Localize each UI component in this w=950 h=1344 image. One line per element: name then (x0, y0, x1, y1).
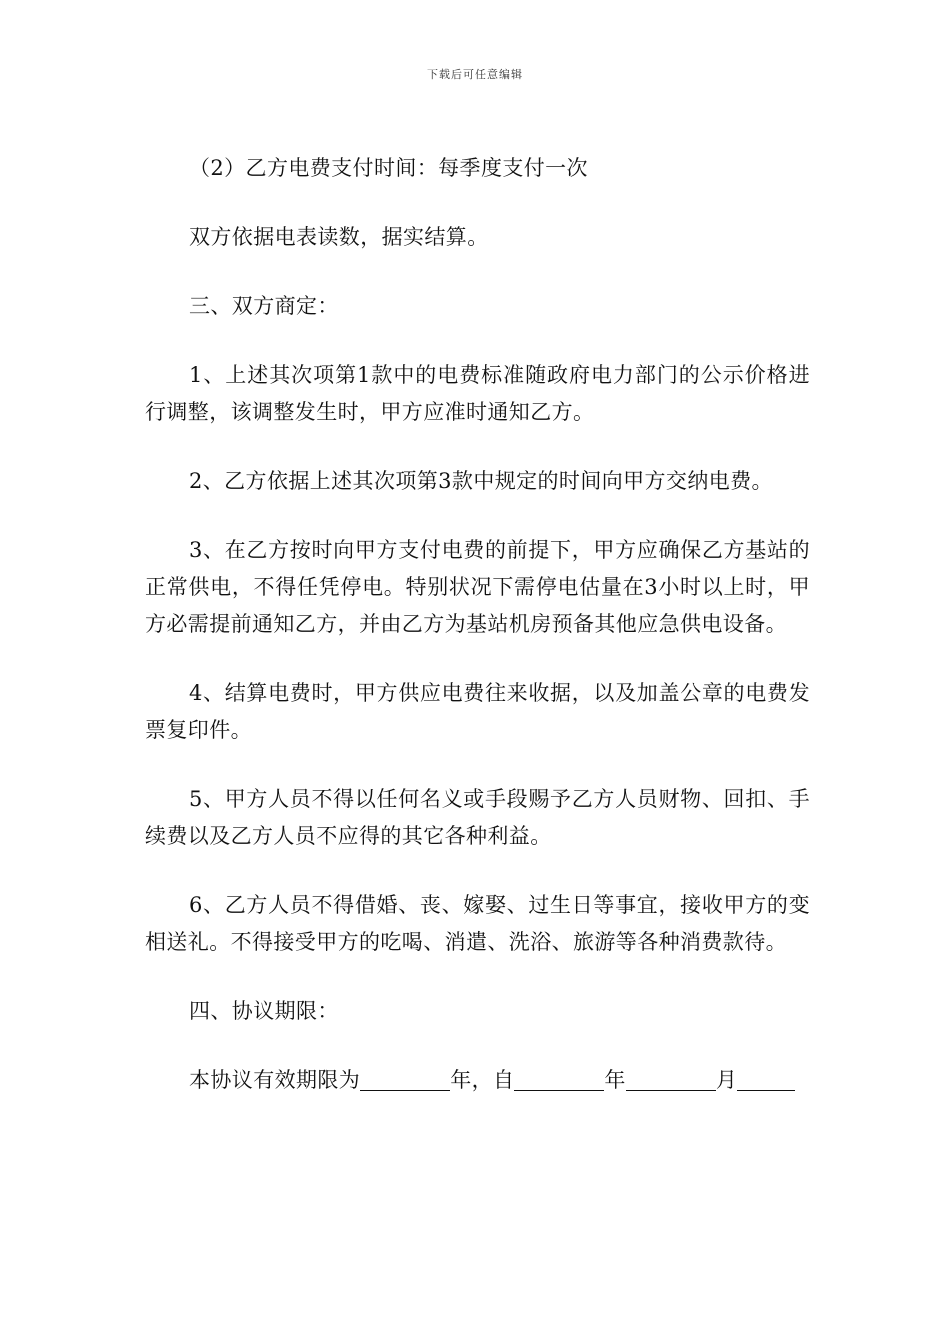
clause-2: 2、乙方依据上述其次项第3款中规定的时间向甲方交纳电费。 (189, 469, 773, 493)
paragraph-settlement: 双方依据电表读数，据实结算。 (189, 225, 489, 249)
blank-start-month (626, 1066, 716, 1091)
term-text-1: 本协议有效期限为 (189, 1068, 361, 1092)
clause-5: 5、甲方人员不得以任何名义或手段赐予乙方人员财物、回扣、手续费以及乙方人员不应得的其它各种利益。 (145, 787, 810, 848)
clause-3: 3、在乙方按时向甲方支付电费的前提下，甲方应确保乙方基站的正常供电，不得任凭停电。特别状况下需停电估量在3小时以上时，甲方必需提前通知乙方，并由乙方为基站机房预备其他应急供电设备。 (145, 538, 810, 636)
section-heading-term: 四、协议期限： (189, 999, 339, 1023)
clause-4: 4、结算电费时，甲方供应电费往来收据，以及加盖公章的电费发票复印件。 (145, 681, 810, 742)
clause-1: 1、上述其次项第1款中的电费标准随政府电力部门的公示价格进行调整，该调整发生时，甲方应准时通知乙方。 (145, 363, 810, 424)
term-text-4: 月 (715, 1068, 738, 1092)
blank-years (360, 1066, 450, 1091)
blank-start-year (514, 1066, 604, 1091)
section-heading-agreement: 三、双方商定： (189, 294, 339, 318)
term-line (145, 1062, 810, 1099)
paragraph-payment-time: （2）乙方电费支付时间：每季度支付一次 (189, 156, 588, 180)
blank-start-day (737, 1066, 795, 1091)
term-text-3: 年 (604, 1068, 626, 1092)
page-header: 下载后可任意编辑 (427, 68, 523, 81)
term-text-2: 年，自 (450, 1068, 515, 1092)
document-body (145, 150, 810, 1099)
clause-6: 6、乙方人员不得借婚、丧、嫁娶、过生日等事宜，接收甲方的变相送礼。不得接受甲方的吃喝、消遣、洗浴、旅游等各种消费款待。 (145, 893, 810, 954)
